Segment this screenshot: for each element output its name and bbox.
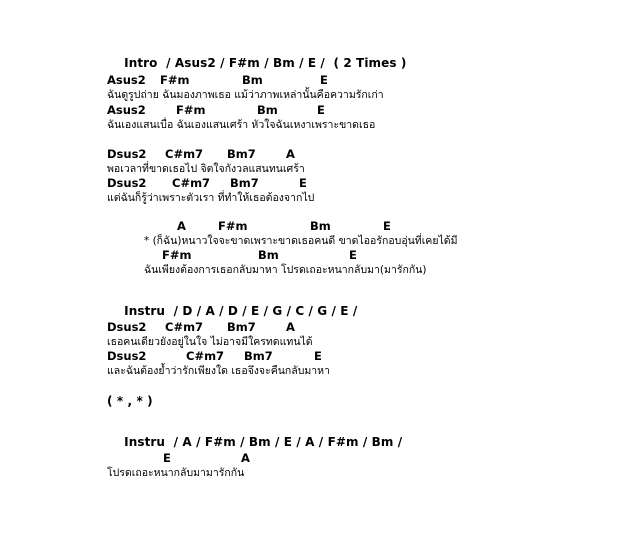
chord: Bm	[310, 219, 331, 233]
chord: C#m7	[165, 147, 204, 161]
lyric-line: โปรดเถอะหนากลับมามารักกัน	[107, 467, 245, 479]
chord: E	[314, 349, 322, 363]
chord: E	[317, 103, 325, 117]
chord: F#m	[176, 103, 206, 117]
instru-line-2	[107, 424, 402, 460]
chord: Bm	[257, 103, 278, 117]
chord: E	[320, 73, 328, 87]
lyric-line: * (ก็ฉัน)หนาวใจจะขาดเพราะขาดเธอคนดี ขาดไออรักอบอุ่นที่เคยได้มี	[144, 235, 458, 247]
lyric-line: และฉันต้องย้ำว่ารักเพียงใด เธอจึงจะคืนกลับมาหา	[107, 365, 331, 377]
lyric-line: ฉันเองแสนเบื่อ ฉันเองแสนเศร้า หัวใจฉันเหงาเพราะขาดเธอ	[107, 119, 376, 131]
chord: C#m7	[165, 320, 204, 334]
chord: Bm7	[227, 320, 256, 334]
instru-progression: / D / A / D / E / G / C / G / E /	[173, 304, 358, 318]
chord: Bm7	[230, 176, 259, 190]
repeat-marker: ( * , * )	[107, 394, 153, 408]
intro-progression: / Asus2 / F#m / Bm / E /	[166, 56, 325, 70]
chord: Bm7	[244, 349, 273, 363]
lyric-line: แต่ฉันก็รู้ว่าเพราะตัวเรา ที่ทำให้เธอต้องจากไป	[107, 192, 315, 204]
chord: Dsus2	[107, 147, 147, 161]
chord: F#m	[218, 219, 248, 233]
intro-label: Intro	[124, 56, 158, 70]
chord: Dsus2	[107, 176, 147, 190]
chord: E	[163, 451, 171, 465]
chord: C#m7	[186, 349, 225, 363]
chord: Bm	[258, 248, 279, 262]
chord: Asus2	[107, 73, 146, 87]
chord: F#m	[162, 248, 192, 262]
chord: Bm	[242, 73, 263, 87]
instru-progression: / A / F#m / Bm / E / A / F#m / Bm /	[173, 435, 403, 449]
chord: A	[241, 451, 250, 465]
instru-label: Instru	[124, 304, 166, 318]
chord: E	[349, 248, 357, 262]
lyric-line: ฉันเพียงต้องการเธอกลับมาหา โปรดเถอะหนากลับมา(มารักกัน)	[144, 264, 427, 276]
chord: Dsus2	[107, 320, 147, 334]
chord: A	[177, 219, 186, 233]
chord: F#m	[160, 73, 190, 87]
lyric-line: พอเวลาที่ขาดเธอไป จิตใจกังวลแสนทนเศร้า	[107, 163, 305, 175]
chord: Bm7	[227, 147, 256, 161]
chord: E	[299, 176, 307, 190]
lyric-line: ฉันดูรูปถ่าย ฉันมองภาพเธอ แม้ว่าภาพเหล่านั้นคือความรักเก่า	[107, 89, 384, 101]
chord: E	[383, 219, 391, 233]
chord: Asus2	[107, 103, 146, 117]
chord: C#m7	[172, 176, 211, 190]
chord: A	[286, 320, 295, 334]
chord: A	[286, 147, 295, 161]
instru-label: Instru	[124, 435, 166, 449]
chord: Dsus2	[107, 349, 147, 363]
intro-repeat: ( 2 Times )	[333, 56, 407, 70]
lyric-line: เธอคนเดียวยังอยู่ในใจ ไม่อาจมีใครทดแทนได้	[107, 336, 313, 348]
